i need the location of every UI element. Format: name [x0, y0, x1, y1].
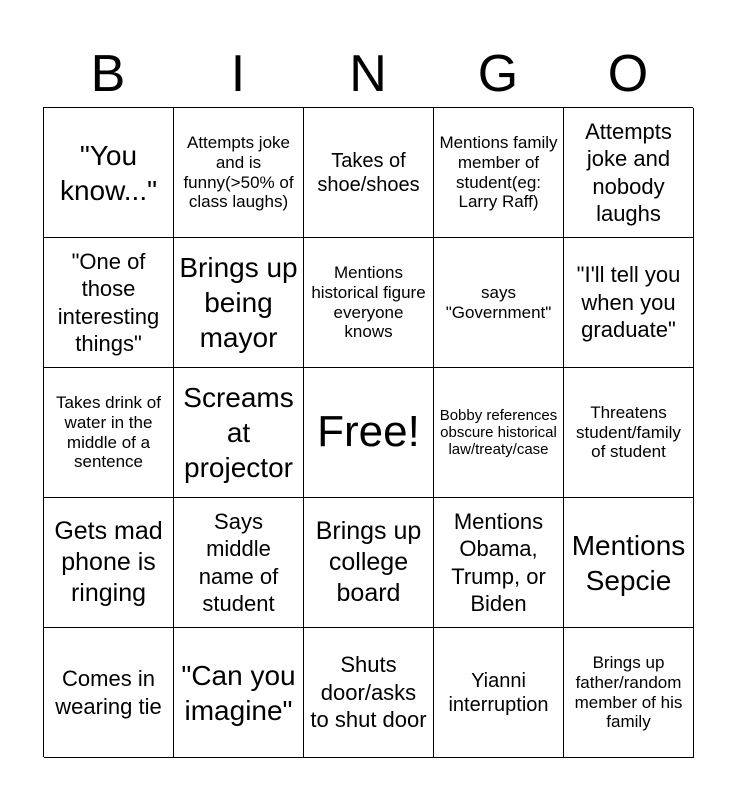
bingo-cell[interactable]: Mentions Obama, Trump, or Biden [434, 498, 564, 628]
bingo-cell[interactable]: Says middle name of student [174, 498, 304, 628]
header-letter-b: B [90, 45, 126, 103]
bingo-cell[interactable]: Takes of shoe/shoes [304, 108, 434, 238]
bingo-cell[interactable]: "You know..." [44, 108, 174, 238]
bingo-cell[interactable]: says "Government" [434, 238, 564, 368]
bingo-board [43, 107, 693, 757]
bingo-cell[interactable]: Takes drink of water in the middle of a sentence [44, 368, 174, 498]
header-letter-n: N [349, 45, 387, 103]
bingo-cell[interactable]: Brings up father/random member of his family [564, 628, 694, 758]
bingo-cell[interactable]: "I'll tell you when you graduate" [564, 238, 694, 368]
bingo-cell[interactable]: "One of those interesting things" [44, 238, 174, 368]
bingo-cell[interactable]: Brings up college board [304, 498, 434, 628]
bingo-cell[interactable]: Yianni interruption [434, 628, 564, 758]
bingo-cell[interactable]: Gets mad phone is ringing [44, 498, 174, 628]
bingo-cell[interactable]: Attempts joke and is funny(>50% of class laughs) [174, 108, 304, 238]
bingo-cell[interactable]: "Can you imagine" [174, 628, 304, 758]
bingo-cell[interactable]: Mentions family member of student(eg: Larry Raff) [434, 108, 564, 238]
bingo-cell[interactable]: Shuts door/asks to shut door [304, 628, 434, 758]
bingo-cell[interactable]: Bobby references obscure historical law/treaty/case [434, 368, 564, 498]
header-letter-i: I [230, 45, 246, 103]
bingo-cell[interactable]: Mentions historical figure everyone knows [304, 238, 434, 368]
bingo-cell[interactable]: Comes in wearing tie [44, 628, 174, 758]
bingo-cell[interactable]: Mentions Sepcie [564, 498, 694, 628]
bingo-cell[interactable]: Brings up being mayor [174, 238, 304, 368]
free-space-cell[interactable]: Free! [304, 368, 434, 498]
header-letter-o: O [607, 45, 649, 103]
bingo-header [43, 40, 693, 108]
bingo-cell[interactable]: Threatens student/family of student [564, 368, 694, 498]
bingo-cell[interactable]: Attempts joke and nobody laughs [564, 108, 694, 238]
header-letter-g: G [477, 45, 519, 103]
bingo-cell[interactable]: Screams at projector [174, 368, 304, 498]
